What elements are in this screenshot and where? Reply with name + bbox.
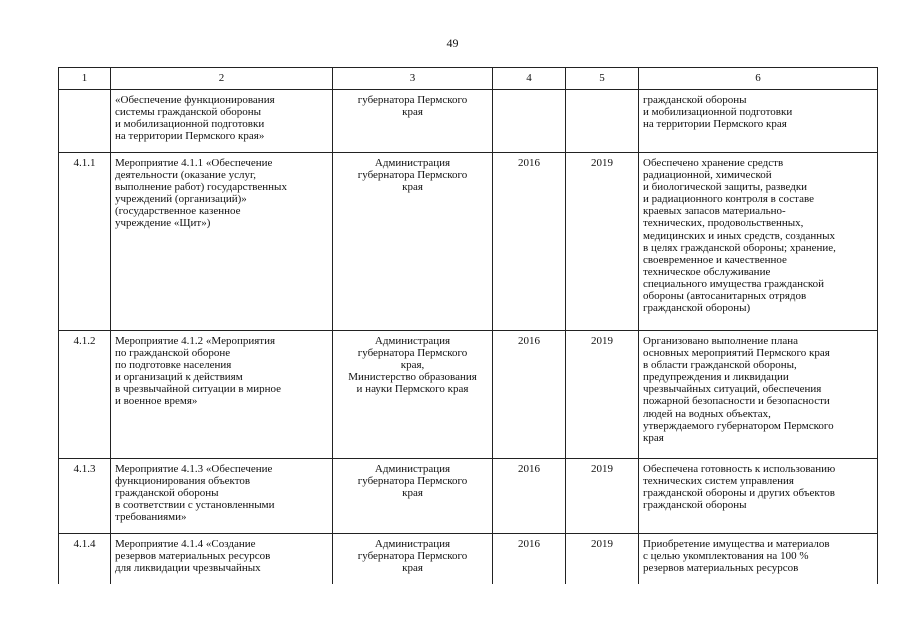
header-col-3: 3 — [333, 68, 493, 90]
cell-executor: губернатора Пермского края — [333, 90, 493, 153]
cell-start-year: 2016 — [493, 534, 566, 584]
table-row — [59, 331, 878, 459]
cell-result: гражданской обороны и мобилизационной подготовки на территории Пермского края — [639, 90, 878, 153]
cell-start-year — [493, 90, 566, 153]
cell-result: Обеспечена готовность к использованию технических систем управления гражданской обороны и других объектов гражданской обороны — [639, 459, 878, 534]
cell-executor: Администрация губернатора Пермского края, Министерство образования и науки Пермского края — [333, 331, 493, 459]
table-row — [59, 153, 878, 331]
cell-result: Организовано выполнение плана основных мероприятий Пермского края в области гражданской обороны, предупреждения и ликвидации чрезвычайных ситуаций, обеспечения пожарной безопасности и безопасности людей на водных объектах, утверждаемого губернатором Пермского края — [639, 331, 878, 459]
header-col-2: 2 — [111, 68, 333, 90]
cell-result: Приобретение имущества и материалов с целью укомплектования на 100 % резервов материальных ресурсов — [639, 534, 878, 584]
cell-number: 4.1.2 — [59, 331, 111, 459]
cell-result: Обеспечено хранение средств радиационной, химической и биологической защиты, разведки и радиационного контроля в составе краевых запасов материально- технических, продовольственных, медицинских и иных средств, созданных в целях гражданской обороны; хранение, своевременное и качественное техническое обслуживание специального имущества гражданской обороны (автосанитарных отрядов гражданской обороны) — [639, 153, 878, 331]
cell-number: 4.1.1 — [59, 153, 111, 331]
cell-end-year: 2019 — [566, 534, 639, 584]
cell-start-year: 2016 — [493, 459, 566, 534]
cell-end-year: 2019 — [566, 331, 639, 459]
cell-event: «Обеспечение функционирования системы гражданской обороны и мобилизационной подготовки на территории Пермского края» — [111, 90, 333, 153]
header-col-4: 4 — [493, 68, 566, 90]
header-row — [59, 68, 878, 90]
cell-end-year: 2019 — [566, 153, 639, 331]
cell-event: Мероприятие 4.1.4 «Создание резервов материальных ресурсов для ликвидации чрезвычайных — [111, 534, 333, 584]
cell-event: Мероприятие 4.1.1 «Обеспечение деятельности (оказание услуг, выполнение работ) государственных учреждений (организаций)» (государственное казенное учреждение «Щит») — [111, 153, 333, 331]
table-row — [59, 90, 878, 153]
cell-number: 4.1.3 — [59, 459, 111, 534]
cell-executor: Администрация губернатора Пермского края — [333, 153, 493, 331]
cell-start-year: 2016 — [493, 331, 566, 459]
header-col-5: 5 — [566, 68, 639, 90]
program-table — [58, 67, 878, 584]
cell-end-year: 2019 — [566, 459, 639, 534]
cell-number: 4.1.4 — [59, 534, 111, 584]
cell-start-year: 2016 — [493, 153, 566, 331]
cell-end-year — [566, 90, 639, 153]
cell-event: Мероприятие 4.1.3 «Обеспечение функционирования объектов гражданской обороны в соответствии с установленными требованиями» — [111, 459, 333, 534]
cell-event: Мероприятие 4.1.2 «Мероприятия по гражданской обороне по подготовке населения и организаций к действиям в чрезвычайной ситуации в мирное и военное время» — [111, 331, 333, 459]
cell-number — [59, 90, 111, 153]
cell-executor: Администрация губернатора Пермского края — [333, 459, 493, 534]
header-col-6: 6 — [639, 68, 878, 90]
header-col-1: 1 — [59, 68, 111, 90]
table-row — [59, 459, 878, 534]
page-number: 49 — [446, 36, 459, 50]
table-row — [59, 534, 878, 584]
cell-executor: Администрация губернатора Пермского края — [333, 534, 493, 584]
